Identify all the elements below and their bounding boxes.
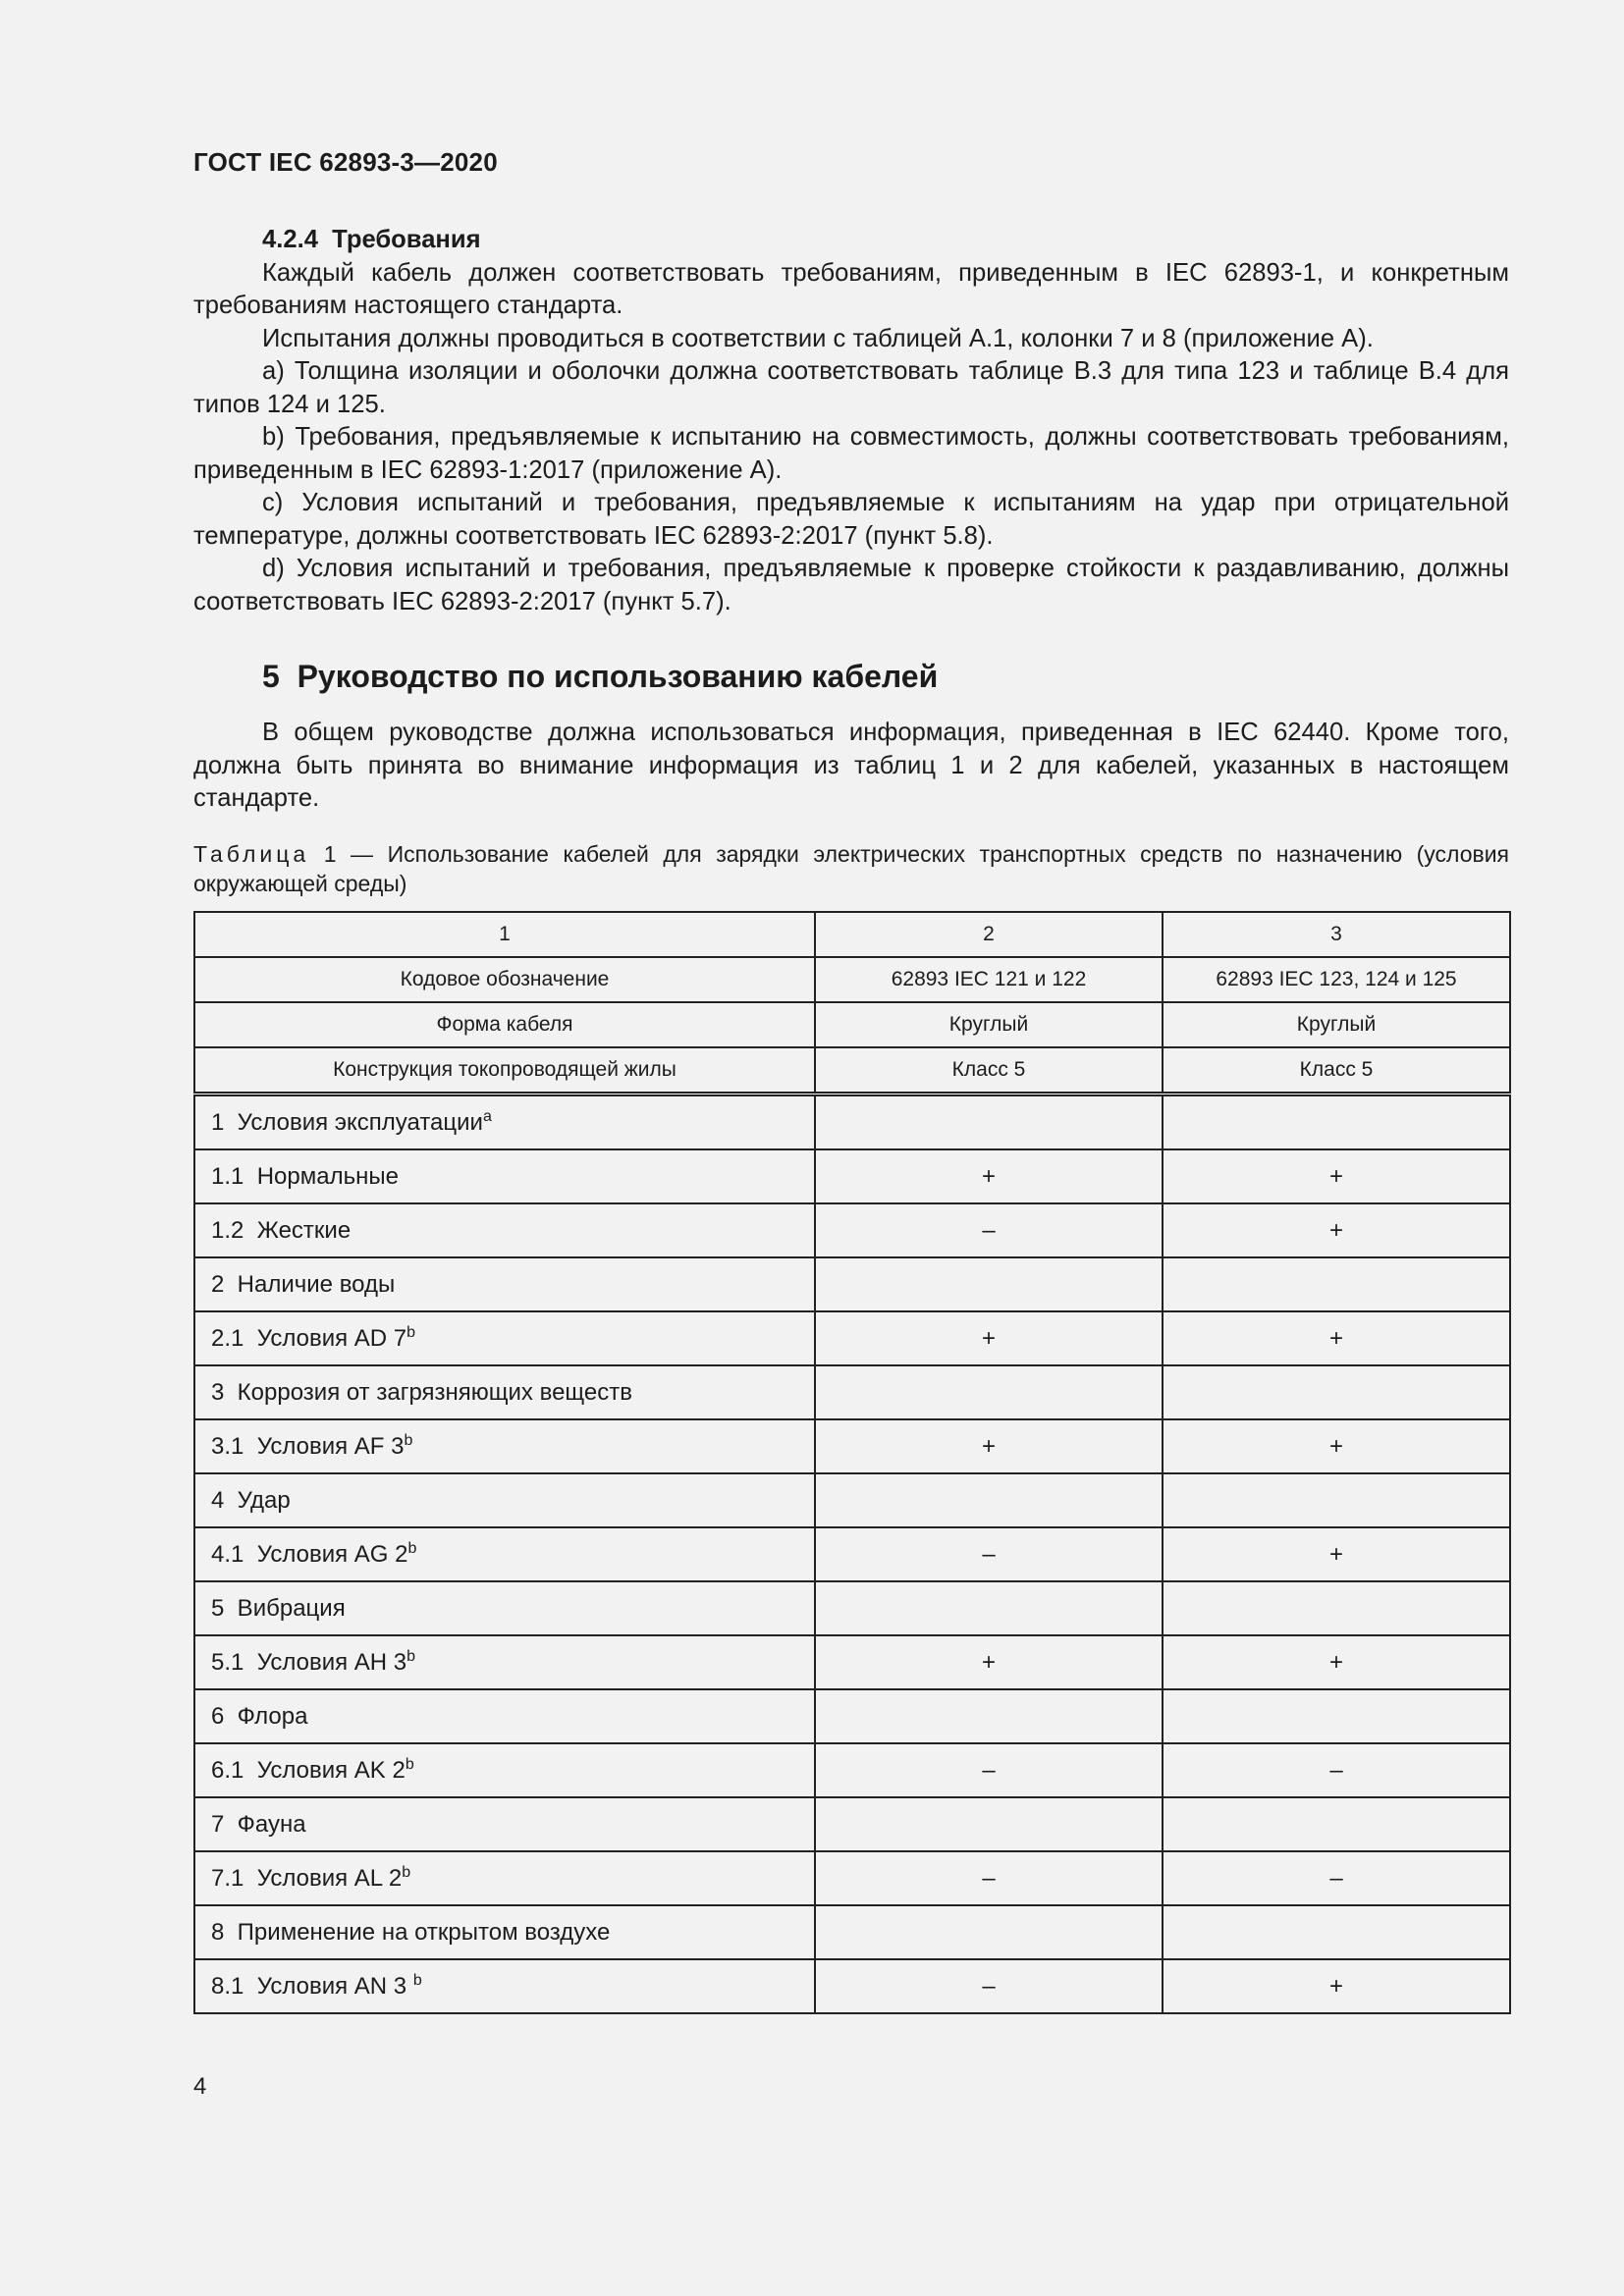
table-row	[194, 1581, 1510, 1635]
table-header-cell: Круглый	[1163, 1002, 1510, 1047]
table-cell-value	[1163, 1095, 1510, 1150]
paragraph-item-a: a) Толщина изоляции и оболочки должна соответствовать таблице В.3 для типа 123 и таблице В.4 для типов 124 и 125.	[193, 357, 1509, 418]
subsection-heading	[193, 224, 1509, 257]
table-cell-condition	[194, 1743, 815, 1797]
table-cell-value	[815, 1689, 1163, 1743]
table-cell-value: +	[815, 1149, 1163, 1203]
condition-label: 7.1 Условия AL 2	[211, 1864, 403, 1892]
footnote-marker: b	[406, 1323, 416, 1341]
footnote-marker: b	[407, 1539, 417, 1557]
table-header-cell: 62893 IEC 123, 124 и 125	[1163, 957, 1510, 1002]
table-header-cell: Круглый	[815, 1002, 1163, 1047]
table-row	[194, 1311, 1510, 1365]
table-cell-condition	[194, 1851, 815, 1905]
table-header-cell: Кодовое обозначение	[194, 957, 815, 1002]
table-row	[194, 1851, 1510, 1905]
condition-label: 5.1 Условия AH 3	[211, 1648, 407, 1676]
condition-label: 8 Применение на открытом воздухе	[211, 1918, 611, 1946]
table-cell-value	[815, 1473, 1163, 1527]
table-cell-value: +	[1163, 1203, 1510, 1257]
section-title: Руководство по использованию кабелей	[297, 659, 939, 694]
table-row	[194, 1635, 1510, 1689]
table-header-cell: Класс 5	[815, 1047, 1163, 1095]
table-row	[194, 1959, 1510, 2013]
condition-label: 2.1 Условия AD 7	[211, 1324, 407, 1352]
table-cell-value	[1163, 1365, 1510, 1419]
table-cell-condition	[194, 1959, 815, 2013]
table-cell-value: +	[1163, 1635, 1510, 1689]
table-row	[194, 1257, 1510, 1311]
condition-label: 5 Вибрация	[211, 1594, 346, 1622]
condition-label: 1.1 Нормальные	[211, 1162, 399, 1190]
table-header-row	[194, 1047, 1510, 1095]
condition-label: 1 Условия эксплуатации	[211, 1108, 483, 1136]
table-cell-value: –	[1163, 1851, 1510, 1905]
table-cell-value	[1163, 1905, 1510, 1959]
table-cell-condition	[194, 1635, 815, 1689]
table-cell-value	[815, 1365, 1163, 1419]
table-cell-value: +	[815, 1419, 1163, 1473]
table-cell-value	[1163, 1797, 1510, 1851]
condition-label: 1.2 Жесткие	[211, 1216, 352, 1244]
condition-label: 7 Фауна	[211, 1810, 306, 1838]
paragraph: В общем руководстве должна использоваться информация, приведенная в IEC 62440. Кроме того, должна быть принята во внимание информация из таблиц 1 и 2 для кабелей, указанных в настоящем стандарте.	[193, 719, 1509, 812]
table-cell-value: +	[815, 1311, 1163, 1365]
paragraph: Испытания должны проводиться в соответствии с таблицей А.1, колонки 7 и 8 (приложение А).	[262, 324, 1374, 352]
table-cell-value	[1163, 1689, 1510, 1743]
footnote-marker: a	[482, 1107, 492, 1125]
table-row	[194, 1365, 1510, 1419]
table-cell-value: +	[1163, 1149, 1510, 1203]
table-cell-value: +	[1163, 1311, 1510, 1365]
subsection-title: Требования	[332, 226, 481, 253]
table-cell-condition	[194, 1311, 815, 1365]
table-cell-value: –	[1163, 1743, 1510, 1797]
footnote-marker: b	[405, 1755, 414, 1773]
subsection-4-2-4	[193, 224, 1509, 618]
table-cell-value	[1163, 1473, 1510, 1527]
table-cell-value	[1163, 1257, 1510, 1311]
table-header-row	[194, 1002, 1510, 1047]
table-cell-condition	[194, 1149, 815, 1203]
table-header-cell: 62893 IEC 121 и 122	[815, 957, 1163, 1002]
page-header: ГОСТ IEC 62893-3—2020	[193, 147, 498, 177]
footnote-marker: b	[402, 1863, 411, 1881]
table-cell-value	[815, 1905, 1163, 1959]
condition-label: 8.1 Условия AN 3	[211, 1972, 413, 2000]
table-row	[194, 1743, 1510, 1797]
table-cell-condition	[194, 1257, 815, 1311]
table-row	[194, 1797, 1510, 1851]
table-row	[194, 1473, 1510, 1527]
table-cell-condition	[194, 1419, 815, 1473]
table-cell-condition	[194, 1689, 815, 1743]
condition-label: 2 Наличие воды	[211, 1270, 396, 1298]
table-row	[194, 1689, 1510, 1743]
table-header-cell: 3	[1163, 912, 1510, 957]
table-caption-text: 1 — Использование кабелей для зарядки электрических транспортных средств по назначению (условия окружающей среды)	[193, 841, 1510, 896]
condition-label: 6.1 Условия AK 2	[211, 1756, 406, 1784]
table-cell-condition	[194, 1527, 815, 1581]
table-cell-value	[815, 1581, 1163, 1635]
table-row	[194, 1527, 1510, 1581]
table-cell-condition	[194, 1365, 815, 1419]
table-caption-label: Таблица	[193, 841, 310, 867]
table-header-row	[194, 912, 1510, 957]
subsection-number: 4.2.4	[262, 226, 318, 253]
table-row	[194, 1149, 1510, 1203]
paragraph-item-c: c) Условия испытаний и требования, предъявляемые к испытаниям на удар при отрицательной температуре, должны соответствовать IEC 62893-2:2017 (пункт 5.8).	[193, 489, 1509, 550]
table-cell-value: –	[815, 1527, 1163, 1581]
table-cell-value: –	[815, 1851, 1163, 1905]
table-row	[194, 1905, 1510, 1959]
paragraph-item-d: d) Условия испытаний и требования, предъявляемые к проверке стойкости к раздавливанию, должны соответствовать IEC 62893-2:2017 (пункт 5.7).	[193, 555, 1509, 615]
table-caption	[193, 839, 1509, 898]
table-header-row	[194, 957, 1510, 1002]
table-cell-value: –	[815, 1203, 1163, 1257]
table-cell-condition	[194, 1581, 815, 1635]
table-cell-value	[815, 1095, 1163, 1150]
footnote-marker: b	[406, 1647, 416, 1665]
table-cell-value: –	[815, 1743, 1163, 1797]
condition-label: 4.1 Условия AG 2	[211, 1540, 408, 1568]
table-cell-condition	[194, 1473, 815, 1527]
condition-label: 6 Флора	[211, 1702, 308, 1730]
table-cell-value: +	[1163, 1959, 1510, 2013]
table-row	[194, 1203, 1510, 1257]
table-header-cell: Форма кабеля	[194, 1002, 815, 1047]
table-header-cell: 1	[194, 912, 815, 957]
page-number: 4	[193, 2073, 207, 2100]
table-header-cell: Класс 5	[1163, 1047, 1510, 1095]
table-header-cell: 2	[815, 912, 1163, 957]
table-cell-condition	[194, 1797, 815, 1851]
condition-label: 3.1 Условия AF 3	[211, 1432, 405, 1460]
section-5-body	[193, 717, 1509, 816]
table-cell-condition	[194, 1203, 815, 1257]
condition-label: 4 Удар	[211, 1486, 291, 1514]
table-cell-condition	[194, 1905, 815, 1959]
footnote-marker: b	[404, 1431, 413, 1449]
table-header-cell: Конструкция токопроводящей жилы	[194, 1047, 815, 1095]
table-cell-value	[815, 1257, 1163, 1311]
usage-table	[193, 911, 1511, 2014]
table-cell-value	[1163, 1581, 1510, 1635]
paragraph-item-b: b) Требования, предъявляемые к испытанию на совместимость, должны соответствовать требованиям, приведенным в IEC 62893-1:2017 (приложение А).	[193, 423, 1509, 484]
section-heading	[262, 659, 938, 695]
footnote-marker: b	[412, 1971, 422, 1989]
table-row	[194, 1419, 1510, 1473]
table-row	[194, 1095, 1510, 1150]
table-cell-value: +	[1163, 1419, 1510, 1473]
table-cell-value: +	[815, 1635, 1163, 1689]
section-number: 5	[262, 659, 280, 694]
table-cell-value	[815, 1797, 1163, 1851]
paragraph: Каждый кабель должен соответствовать требованиям, приведенным в IEC 62893-1, и конкретным требованиям настоящего стандарта.	[193, 258, 1509, 319]
condition-label: 3 Коррозия от загрязняющих веществ	[211, 1378, 632, 1406]
table-cell-value: –	[815, 1959, 1163, 2013]
table-cell-value: +	[1163, 1527, 1510, 1581]
table-cell-condition	[194, 1095, 815, 1150]
